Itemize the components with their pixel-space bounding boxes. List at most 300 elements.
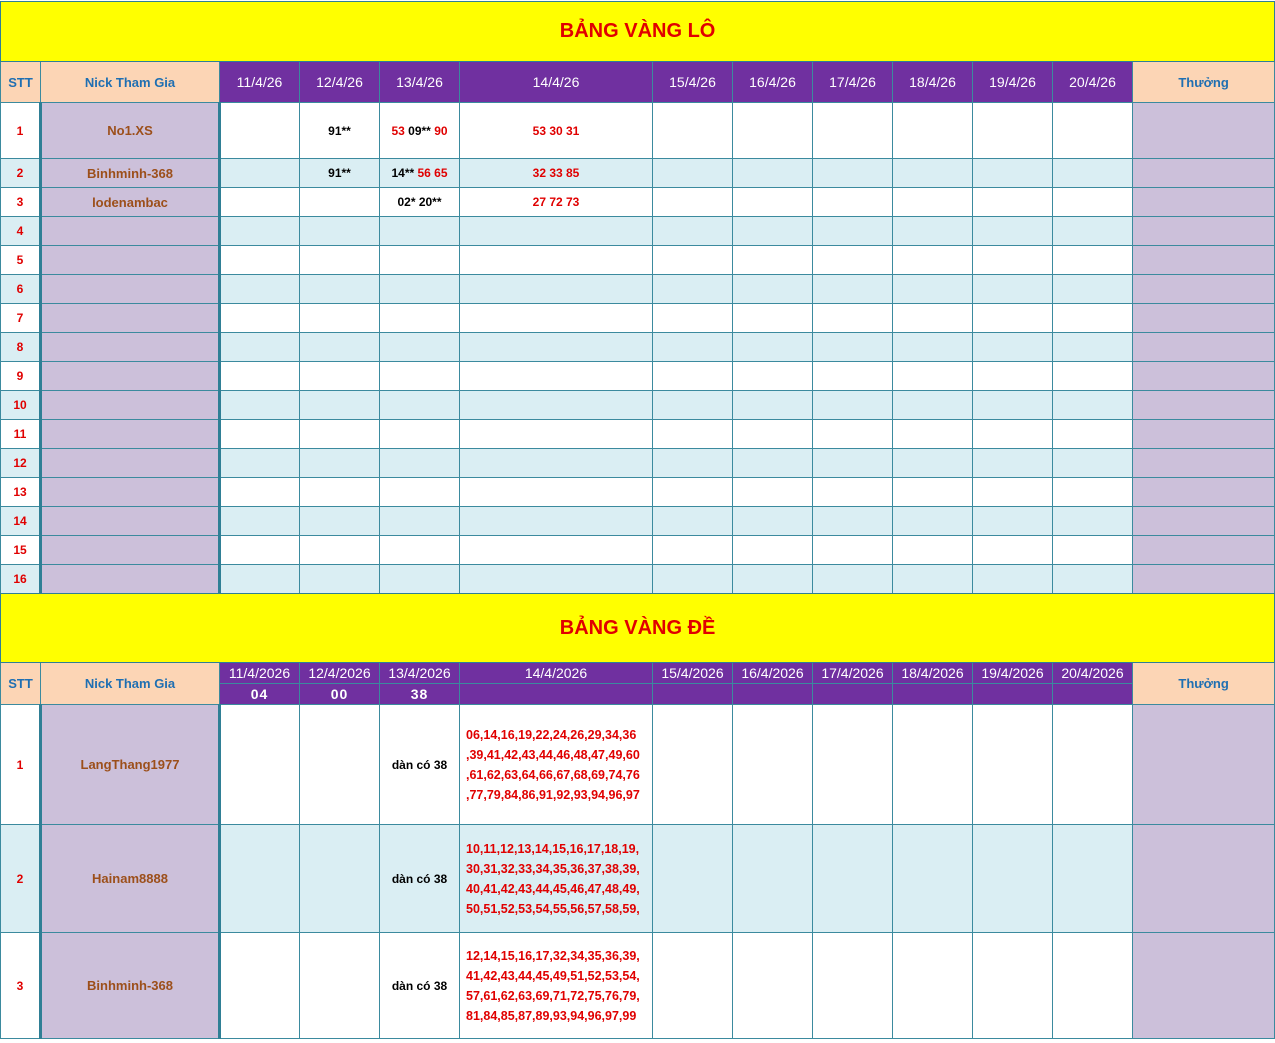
row-stt: 14 (1, 507, 41, 536)
lo-table (0, 1, 1275, 594)
table-cell[interactable] (653, 507, 733, 536)
table-cell[interactable] (300, 362, 380, 391)
lo-header-date: 14/4/26 (460, 62, 653, 103)
table-cell[interactable] (220, 705, 300, 825)
table-cell[interactable] (380, 391, 460, 420)
table-cell[interactable] (733, 507, 813, 536)
cell-value: 56 65 (417, 166, 448, 180)
row-reward (1133, 420, 1275, 449)
table-cell[interactable] (893, 103, 973, 159)
row-reward (1133, 188, 1275, 217)
row-reward (1133, 362, 1275, 391)
de-header-date: 11/4/2026 (220, 663, 300, 684)
table-cell[interactable] (653, 420, 733, 449)
number-line: ,39,41,42,43,44,46,48,47,49,60 (466, 747, 640, 762)
table-cell[interactable]: 91** (300, 159, 380, 188)
table-cell[interactable] (653, 246, 733, 275)
table-cell[interactable] (380, 246, 460, 275)
de-result (1053, 684, 1133, 705)
row-reward (1133, 449, 1275, 478)
table-cell[interactable] (813, 304, 893, 333)
table-cell[interactable] (1053, 536, 1133, 565)
table-cell[interactable] (733, 188, 813, 217)
row-nick (41, 420, 220, 449)
de-result (460, 684, 653, 705)
table-cell[interactable] (300, 391, 380, 420)
table-cell[interactable] (893, 304, 973, 333)
row-reward (1133, 391, 1275, 420)
table-cell[interactable] (380, 159, 460, 188)
table-row (1, 275, 1275, 304)
table-cell[interactable] (1053, 304, 1133, 333)
table-cell[interactable] (1053, 420, 1133, 449)
row-stt: 1 (1, 103, 41, 159)
table-cell[interactable] (813, 333, 893, 362)
table-cell[interactable] (893, 478, 973, 507)
de-result (653, 684, 733, 705)
table-cell[interactable] (973, 275, 1053, 304)
table-cell[interactable] (220, 275, 300, 304)
table-cell[interactable] (813, 159, 893, 188)
table-row (1, 103, 1275, 159)
table-cell[interactable] (653, 103, 733, 159)
lo-header-nick: Nick Tham Gia (41, 62, 220, 103)
number-line: 40,41,42,43,44,45,46,47,48,49, (466, 881, 640, 896)
table-cell[interactable] (973, 217, 1053, 246)
table-cell[interactable] (300, 217, 380, 246)
table-cell[interactable] (733, 565, 813, 594)
table-cell[interactable] (653, 333, 733, 362)
de-header-date: 12/4/2026 (300, 663, 380, 684)
number-line: 06,14,16,19,22,24,26,29,34,36 (466, 727, 637, 742)
table-cell[interactable] (460, 536, 653, 565)
de-header-date: 18/4/2026 (893, 663, 973, 684)
row-stt: 11 (1, 420, 41, 449)
table-cell[interactable] (813, 449, 893, 478)
table-row (1, 188, 1275, 217)
table-row (1, 705, 1275, 825)
table-cell[interactable] (220, 507, 300, 536)
table-cell[interactable] (380, 304, 460, 333)
table-cell[interactable] (300, 478, 380, 507)
row-nick (41, 507, 220, 536)
table-cell[interactable] (460, 246, 653, 275)
table-cell[interactable] (380, 217, 460, 246)
table-row (1, 507, 1275, 536)
table-cell[interactable] (300, 188, 380, 217)
de-table (0, 593, 1275, 1039)
table-cell[interactable] (1053, 103, 1133, 159)
table-cell[interactable] (813, 246, 893, 275)
table-cell[interactable] (380, 565, 460, 594)
table-cell[interactable]: 53 30 31 (460, 103, 653, 159)
row-nick: Hainam8888 (41, 825, 220, 933)
table-cell[interactable] (460, 275, 653, 304)
table-cell[interactable] (300, 705, 380, 825)
de-result: 38 (380, 684, 460, 705)
table-cell[interactable] (653, 159, 733, 188)
number-line: 30,31,32,33,34,35,36,37,38,39, (466, 861, 640, 876)
table-cell[interactable] (460, 825, 653, 933)
table-cell[interactable] (380, 507, 460, 536)
row-stt: 3 (1, 933, 41, 1039)
table-cell[interactable] (460, 507, 653, 536)
table-cell[interactable] (973, 507, 1053, 536)
table-cell[interactable] (300, 825, 380, 933)
table-cell[interactable] (813, 933, 893, 1039)
table-cell[interactable] (653, 217, 733, 246)
table-row (1, 420, 1275, 449)
de-result: 04 (220, 684, 300, 705)
table-cell[interactable] (653, 304, 733, 333)
table-cell[interactable] (220, 536, 300, 565)
table-cell[interactable] (1053, 391, 1133, 420)
table-cell[interactable] (300, 933, 380, 1039)
table-cell[interactable] (733, 246, 813, 275)
table-cell[interactable] (460, 478, 653, 507)
row-stt: 6 (1, 275, 41, 304)
table-cell[interactable] (893, 565, 973, 594)
row-nick: Binhminh-368 (41, 933, 220, 1039)
table-cell[interactable] (973, 362, 1053, 391)
table-cell[interactable]: 27 72 73 (460, 188, 653, 217)
table-cell[interactable] (893, 246, 973, 275)
table-cell[interactable] (380, 536, 460, 565)
table-cell[interactable] (653, 391, 733, 420)
table-cell[interactable] (813, 420, 893, 449)
table-cell[interactable] (893, 933, 973, 1039)
row-reward (1133, 478, 1275, 507)
lo-header-date: 16/4/26 (733, 62, 813, 103)
table-cell[interactable] (973, 304, 1053, 333)
table-cell[interactable] (813, 362, 893, 391)
table-cell[interactable] (893, 333, 973, 362)
de-result (733, 684, 813, 705)
table-cell[interactable] (380, 449, 460, 478)
table-cell[interactable] (893, 825, 973, 933)
table-cell[interactable] (1053, 188, 1133, 217)
de-result (973, 684, 1053, 705)
table-cell[interactable] (300, 275, 380, 304)
table-cell[interactable] (1053, 159, 1133, 188)
table-cell[interactable] (893, 536, 973, 565)
row-reward (1133, 933, 1275, 1039)
table-cell[interactable] (1053, 933, 1133, 1039)
table-cell[interactable] (733, 449, 813, 478)
table-cell[interactable] (460, 217, 653, 246)
table-cell[interactable]: dàn có 38 (380, 705, 460, 825)
table-cell[interactable] (733, 705, 813, 825)
row-nick: No1.XS (41, 103, 220, 159)
lo-header-date: 17/4/26 (813, 62, 893, 103)
row-stt: 15 (1, 536, 41, 565)
row-stt: 9 (1, 362, 41, 391)
row-stt: 13 (1, 478, 41, 507)
row-nick: Binhminh-368 (41, 159, 220, 188)
table-cell[interactable] (653, 362, 733, 391)
table-cell[interactable] (733, 933, 813, 1039)
table-cell[interactable] (813, 705, 893, 825)
table-cell[interactable] (893, 420, 973, 449)
de-header-date: 16/4/2026 (733, 663, 813, 684)
table-cell[interactable] (220, 246, 300, 275)
table-cell[interactable]: dàn có 38 (380, 825, 460, 933)
table-cell[interactable] (813, 217, 893, 246)
table-cell[interactable] (973, 333, 1053, 362)
row-nick: LangThang1977 (41, 705, 220, 825)
table-cell[interactable] (813, 825, 893, 933)
table-cell[interactable] (220, 333, 300, 362)
lo-header-reward: Thưởng (1133, 62, 1275, 103)
table-cell[interactable] (380, 478, 460, 507)
table-cell[interactable] (220, 159, 300, 188)
table-cell[interactable] (733, 275, 813, 304)
table-cell[interactable] (893, 705, 973, 825)
cell-value: 53 (391, 123, 405, 138)
table-cell[interactable] (733, 362, 813, 391)
table-cell[interactable] (300, 420, 380, 449)
row-reward (1133, 565, 1275, 594)
de-result: 00 (300, 684, 380, 705)
table-cell[interactable] (813, 565, 893, 594)
table-cell[interactable] (1053, 449, 1133, 478)
table-cell[interactable] (1053, 217, 1133, 246)
row-nick (41, 536, 220, 565)
table-cell[interactable] (813, 103, 893, 159)
row-stt: 12 (1, 449, 41, 478)
cell-value: 14** (391, 166, 415, 180)
de-header-date: 14/4/2026 (460, 663, 653, 684)
table-cell[interactable]: dàn có 38 (380, 933, 460, 1039)
table-row (1, 933, 1275, 1039)
table-cell[interactable] (460, 933, 653, 1039)
table-cell[interactable] (733, 420, 813, 449)
table-cell[interactable]: 91** (300, 103, 380, 159)
table-cell[interactable] (300, 507, 380, 536)
table-cell[interactable] (813, 188, 893, 217)
table-cell[interactable] (300, 449, 380, 478)
table-cell[interactable] (460, 565, 653, 594)
table-cell[interactable] (220, 304, 300, 333)
table-cell[interactable] (380, 103, 460, 159)
table-cell[interactable] (733, 304, 813, 333)
table-cell[interactable] (733, 217, 813, 246)
table-cell[interactable] (653, 275, 733, 304)
lo-header-date: 11/4/26 (220, 62, 300, 103)
table-cell[interactable] (1053, 478, 1133, 507)
table-cell[interactable] (1053, 362, 1133, 391)
cell-value: 90 (434, 123, 448, 138)
de-header-date: 19/4/2026 (973, 663, 1053, 684)
number-line: ,61,62,63,64,66,67,68,69,74,76 (466, 767, 640, 782)
table-cell[interactable] (813, 391, 893, 420)
table-cell[interactable] (733, 391, 813, 420)
de-header-date: 13/4/2026 (380, 663, 460, 684)
table-cell[interactable] (1053, 825, 1133, 933)
table-cell[interactable]: 32 33 85 (460, 159, 653, 188)
table-cell[interactable] (813, 507, 893, 536)
table-cell[interactable] (220, 449, 300, 478)
table-cell[interactable] (893, 507, 973, 536)
table-row (1, 159, 1275, 188)
row-nick (41, 304, 220, 333)
de-title: BẢNG VÀNG ĐỀ (1, 594, 1275, 663)
table-cell[interactable] (653, 825, 733, 933)
table-cell[interactable] (733, 333, 813, 362)
lo-header-date: 19/4/26 (973, 62, 1053, 103)
table-cell[interactable] (220, 933, 300, 1039)
table-cell[interactable] (1053, 565, 1133, 594)
number-line: 10,11,12,13,14,15,16,17,18,19, (466, 841, 640, 856)
table-row (1, 217, 1275, 246)
table-cell[interactable] (1053, 705, 1133, 825)
table-cell[interactable] (460, 449, 653, 478)
table-cell[interactable] (893, 362, 973, 391)
table-cell[interactable] (380, 333, 460, 362)
table-cell[interactable] (653, 536, 733, 565)
row-nick (41, 362, 220, 391)
table-cell[interactable] (460, 304, 653, 333)
table-cell[interactable] (1053, 275, 1133, 304)
row-stt: 4 (1, 217, 41, 246)
table-cell[interactable] (733, 536, 813, 565)
table-cell[interactable] (300, 333, 380, 362)
table-cell[interactable] (973, 536, 1053, 565)
table-cell[interactable] (973, 391, 1053, 420)
row-stt: 3 (1, 188, 41, 217)
table-cell[interactable] (460, 420, 653, 449)
table-cell[interactable] (1053, 333, 1133, 362)
table-row (1, 391, 1275, 420)
table-cell[interactable] (300, 536, 380, 565)
lo-header-date: 13/4/26 (380, 62, 460, 103)
de-header-date: 15/4/2026 (653, 663, 733, 684)
table-cell[interactable] (653, 933, 733, 1039)
table-row (1, 449, 1275, 478)
table-cell[interactable] (973, 420, 1053, 449)
table-cell[interactable] (813, 536, 893, 565)
table-cell[interactable] (300, 246, 380, 275)
table-cell[interactable] (220, 478, 300, 507)
table-cell[interactable] (973, 478, 1053, 507)
table-cell[interactable] (733, 825, 813, 933)
table-row (1, 304, 1275, 333)
lo-header-date: 18/4/26 (893, 62, 973, 103)
table-cell[interactable] (893, 159, 973, 188)
table-cell[interactable] (893, 217, 973, 246)
table-cell[interactable] (1053, 507, 1133, 536)
table-cell[interactable] (220, 391, 300, 420)
de-header-date: 17/4/2026 (813, 663, 893, 684)
row-reward (1133, 507, 1275, 536)
table-cell[interactable] (220, 825, 300, 933)
table-cell[interactable] (893, 391, 973, 420)
table-cell[interactable] (653, 449, 733, 478)
number-line: 81,84,85,87,89,93,94,96,97,99 (466, 1008, 637, 1023)
row-nick (41, 565, 220, 594)
row-reward (1133, 536, 1275, 565)
table-cell[interactable] (220, 217, 300, 246)
table-cell[interactable] (653, 705, 733, 825)
table-cell[interactable] (220, 362, 300, 391)
table-cell[interactable] (893, 449, 973, 478)
table-cell[interactable] (380, 362, 460, 391)
number-line: ,77,79,84,86,91,92,93,94,96,97 (466, 787, 640, 802)
table-cell[interactable]: 02* 20** (380, 188, 460, 217)
table-row (1, 362, 1275, 391)
table-cell[interactable] (300, 304, 380, 333)
table-cell[interactable] (220, 420, 300, 449)
de-result (813, 684, 893, 705)
table-cell[interactable] (973, 825, 1053, 933)
table-cell[interactable] (733, 103, 813, 159)
row-reward (1133, 103, 1275, 159)
table-cell[interactable] (220, 103, 300, 159)
lo-title: BẢNG VÀNG LÔ (1, 2, 1275, 62)
table-cell[interactable] (653, 565, 733, 594)
row-stt: 8 (1, 333, 41, 362)
table-cell[interactable] (973, 449, 1053, 478)
table-row (1, 536, 1275, 565)
row-reward (1133, 825, 1275, 933)
table-cell[interactable] (460, 391, 653, 420)
table-cell[interactable] (973, 103, 1053, 159)
table-cell[interactable] (733, 159, 813, 188)
row-stt: 1 (1, 705, 41, 825)
row-reward (1133, 159, 1275, 188)
de-header-stt: STT (1, 663, 41, 705)
table-cell[interactable] (813, 478, 893, 507)
table-cell[interactable] (733, 478, 813, 507)
table-cell[interactable] (973, 246, 1053, 275)
table-cell[interactable] (893, 188, 973, 217)
table-cell[interactable] (893, 275, 973, 304)
table-cell[interactable] (973, 565, 1053, 594)
table-cell[interactable] (460, 333, 653, 362)
table-cell[interactable] (653, 478, 733, 507)
table-cell[interactable] (460, 362, 653, 391)
de-result (893, 684, 973, 705)
row-stt: 10 (1, 391, 41, 420)
table-row (1, 246, 1275, 275)
row-stt: 16 (1, 565, 41, 594)
row-nick (41, 449, 220, 478)
lo-header-stt: STT (1, 62, 41, 103)
table-cell[interactable] (300, 565, 380, 594)
table-cell[interactable] (973, 933, 1053, 1039)
table-cell[interactable] (380, 420, 460, 449)
table-cell[interactable] (1053, 246, 1133, 275)
table-cell[interactable] (653, 188, 733, 217)
table-row (1, 333, 1275, 362)
number-line: 57,61,62,63,69,71,72,75,76,79, (466, 988, 640, 1003)
table-cell[interactable] (973, 705, 1053, 825)
table-cell[interactable] (220, 565, 300, 594)
row-nick (41, 391, 220, 420)
de-header-nick: Nick Tham Gia (41, 663, 220, 705)
lo-header-date: 20/4/26 (1053, 62, 1133, 103)
table-cell[interactable] (813, 275, 893, 304)
table-cell[interactable] (973, 188, 1053, 217)
table-cell[interactable] (460, 705, 653, 825)
table-row (1, 565, 1275, 594)
lo-header-date: 15/4/26 (653, 62, 733, 103)
table-cell[interactable] (973, 159, 1053, 188)
row-stt: 2 (1, 825, 41, 933)
table-cell[interactable] (380, 275, 460, 304)
table-cell[interactable] (220, 188, 300, 217)
row-reward (1133, 705, 1275, 825)
